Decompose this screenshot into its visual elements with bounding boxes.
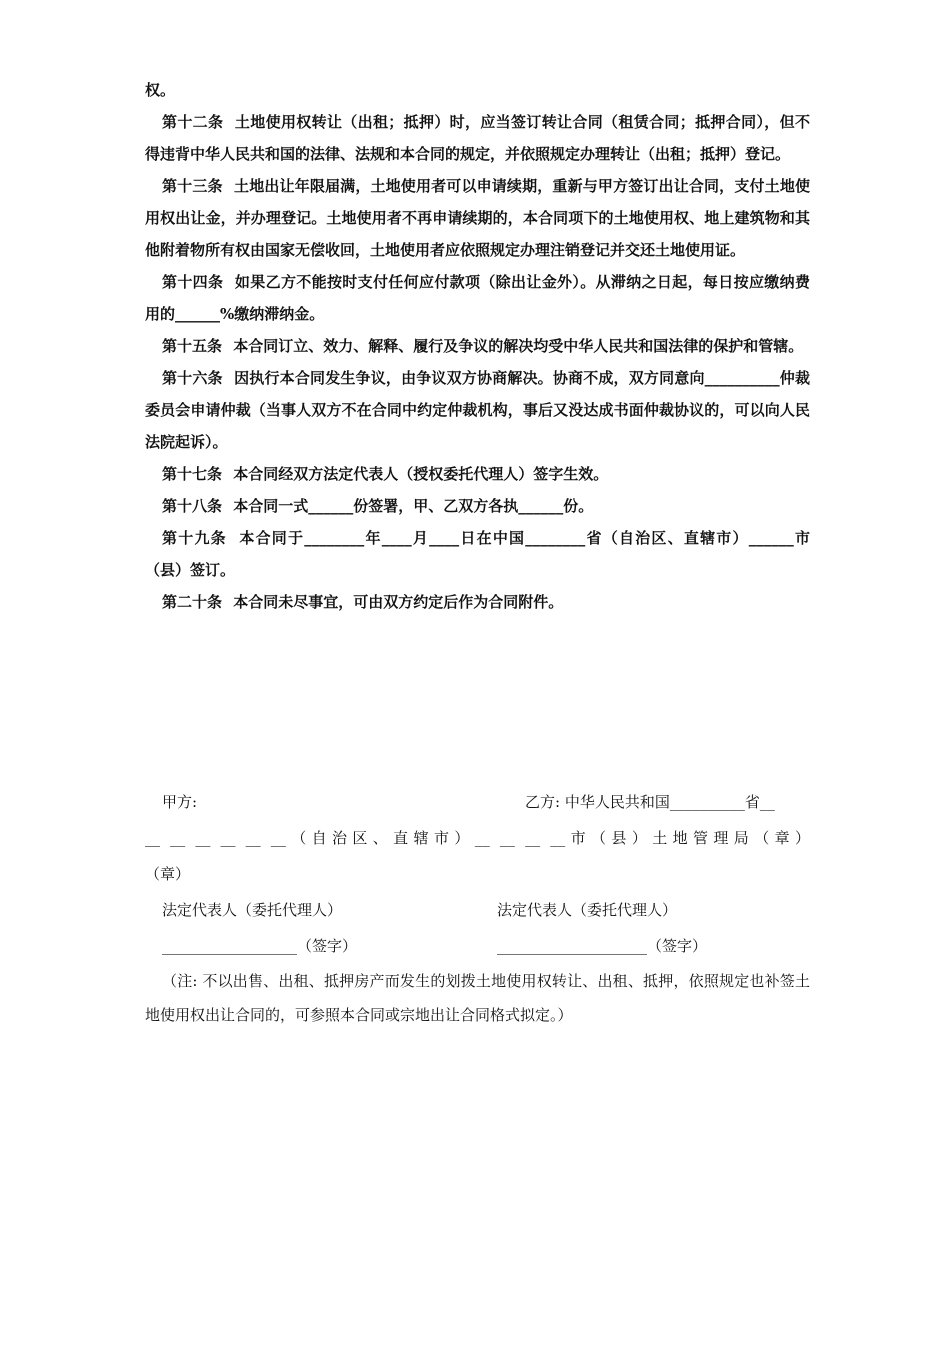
article-12	[145, 106, 810, 170]
signature-row	[145, 928, 810, 964]
party-b-label: 乙方: 中华人民共和国__________省__	[525, 793, 775, 811]
article-heading: 第十四条	[162, 273, 224, 291]
article-heading: 第十七条	[162, 465, 223, 483]
article-heading: 第二十条	[162, 593, 223, 611]
article-text: 本合同订立、效力、解释、履行及争议的解决均受中华人民共和国法律的保护和管辖。	[233, 337, 804, 355]
signature-line-b: ____________________（签字）	[497, 937, 708, 955]
party-a-label: 甲方:	[162, 793, 198, 811]
article-heading: 第十九条	[162, 529, 227, 547]
article-heading: 第十二条	[162, 113, 224, 131]
article-16	[145, 362, 810, 458]
article-17	[145, 458, 810, 490]
article-heading: 第十五条	[162, 337, 223, 355]
article-text: 土地使用权转让（出租；抵押）时，应当签订转让合同（租赁合同；抵押合同），但不得违背中华人民共和国的法律、法规和本合同的规定，并依照规定办理转让（出租；抵押）登记。	[145, 113, 810, 163]
article-heading: 第十八条	[162, 497, 223, 515]
representative-row	[145, 892, 810, 928]
article-heading: 第十三条	[162, 177, 223, 195]
article-text: 本合同于________年____月____日在中国________省（自治区、直辖市）______市（县）签订。	[145, 529, 810, 579]
article-text: 土地出让年限届满，土地使用者可以申请续期，重新与甲方签订出让合同，支付土地使用权出让金，并办理登记。土地使用者不再申请续期的，本合同项下的土地使用权、地上建筑物和其他附着物所有权由国家无偿收回，土地使用者应依照规定办理注销登记并交还土地使用证。	[145, 177, 810, 259]
article-14	[145, 266, 810, 330]
article-15	[145, 330, 810, 362]
article-text: 本合同一式______份签署，甲、乙双方各执______份。	[233, 497, 594, 515]
article-text: 如果乙方不能按时支付任何应付款项（除出让金外）。从滞纳之日起，每日按应缴纳费用的______%缴纳滞纳金。	[145, 273, 810, 323]
footnote: （注: 不以出售、出租、抵押房产而发生的划拨土地使用权转让、出租、抵押，依照规定也补签土地使用权出让合同的，可参照本合同或宗地出让合同格式拟定。）	[145, 972, 810, 1024]
contract-body	[145, 74, 810, 618]
paragraph-continuation: 权。	[145, 81, 176, 99]
signature-block	[145, 784, 810, 1032]
party-b-authority: __ __ __ __ __ __（自治区、直辖市）__ __ __ __市（县）土地管理局（章）	[145, 829, 810, 847]
signature-line-a: __________________（签字）	[162, 937, 358, 955]
article-13	[145, 170, 810, 266]
representative-b: 法定代表人（委托代理人）	[497, 901, 678, 919]
article-19	[145, 522, 810, 586]
article-18	[145, 490, 810, 522]
article-heading: 第十六条	[162, 369, 223, 387]
article-text: 因执行本合同发生争议，由争议双方协商解决。协商不成，双方同意向__________仲裁委员会申请仲裁（当事人双方不在合同中约定仲裁机构，事后又没达成书面仲裁协议的，可以向人民法院起诉）。	[145, 369, 810, 451]
article-20	[145, 586, 810, 618]
representative-a: 法定代表人（委托代理人）	[162, 901, 343, 919]
article-text: 本合同未尽事宜，可由双方约定后作为合同附件。	[233, 593, 564, 611]
article-text: 本合同经双方法定代表人（授权委托代理人）签字生效。	[233, 465, 609, 483]
seal-line: （章）	[145, 865, 191, 883]
party-row	[145, 784, 810, 820]
